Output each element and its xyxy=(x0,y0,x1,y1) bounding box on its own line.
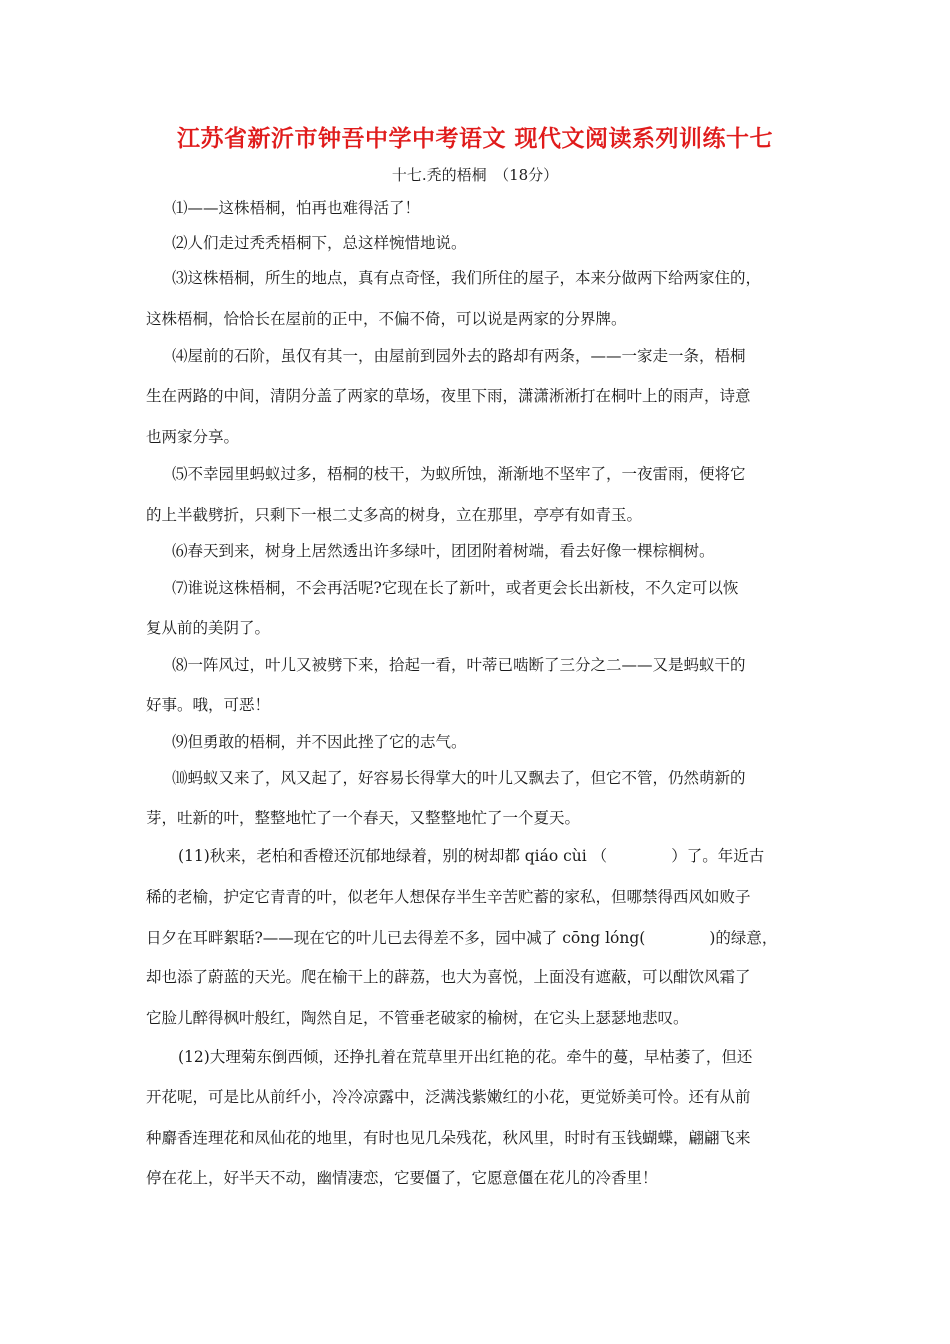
paragraph-11-line-1 xyxy=(178,846,764,866)
paragraph-11-text-after-blank: ）了。年近古 xyxy=(671,847,765,865)
section-subtitle: 十七.秃的梧桐 （18分） xyxy=(391,166,559,184)
paragraph-12-line-1: (12)大理菊东倒西倾，还挣扎着在荒草里开出红艳的花。牵牛的蔓，早枯萎了，但还 xyxy=(178,1048,753,1066)
paragraph-10-line-2: 芽，吐新的叶，整整地忙了一个春天，又整整地忙了一个夏天。 xyxy=(146,809,581,827)
paragraph-9-line-1: ⑼但勇敢的梧桐，并不因此挫了它的志气。 xyxy=(172,733,467,751)
paragraph-5-line-1: ⑸不幸园里蚂蚁过多，梧桐的枝干，为蚁所蚀，渐渐地不坚牢了，一夜雷雨，便将它 xyxy=(172,465,746,483)
paragraph-11-line-2: 稀的老榆，护定它青青的叶，似老年人想保存半生辛苦贮蓄的家私，但哪禁得西风如败子 xyxy=(146,888,751,906)
paragraph-11-text-before-blank: (11)秋来，老柏和香橙还沉郁地绿着，别的树却都 qiáo cùi （ xyxy=(178,847,608,865)
paragraph-8-line-1: ⑻一阵风过，叶儿又被劈下来，拾起一看，叶蒂已啮断了三分之二——又是蚂蚁干的 xyxy=(172,656,746,674)
paragraph-12-line-4: 停在花上，好半天不动，幽情凄恋，它要僵了，它愿意僵在花儿的冷香里！ xyxy=(146,1169,658,1187)
paragraph-5-line-2: 的上半截劈折，只剩下一根二丈多高的树身，立在那里，亭亭有如青玉。 xyxy=(146,506,643,524)
paragraph-11-line-3-before-blank: 日夕在耳畔絮聒?——现在它的叶儿已去得差不多，园中减了 cōng lóng( xyxy=(146,929,646,947)
paragraph-7-line-2: 复从前的美阴了。 xyxy=(146,619,271,637)
paragraph-8-line-2: 好事。哦，可恶！ xyxy=(146,696,271,714)
paragraph-12-line-3: 种麝香连理花和凤仙花的地里，有时也见几朵残花，秋风里，时时有玉钱蝴蝶，翩翩飞来 xyxy=(146,1129,751,1147)
paragraph-4-line-1: ⑷屋前的石阶，虽仅有其一，由屋前到园外去的路却有两条，——一家走一条，梧桐 xyxy=(172,347,746,365)
paragraph-11-line-3 xyxy=(146,928,777,948)
paragraph-10-line-1: ⑽蚂蚁又来了，风又起了，好容易长得掌大的叶儿又飘去了，但它不管，仍然萌新的 xyxy=(172,769,746,787)
paragraph-3-line-2: 这株梧桐，恰恰长在屋前的正中，不偏不倚，可以说是两家的分界牌。 xyxy=(146,310,627,328)
paragraph-1-line-1: ⑴——这株梧桐，怕再也难得活了！ xyxy=(172,199,421,217)
paragraph-11-line-5: 它脸儿醉得枫叶般红，陶然自足，不管垂老破家的榆树，在它头上瑟瑟地悲叹。 xyxy=(146,1009,689,1027)
paragraph-11-line-3-after-blank: )的绿意， xyxy=(709,929,778,947)
paragraph-12-line-2: 开花呢，可是比从前纤小，冷冷凉露中，泛满浅紫嫩红的小花，更觉娇美可怜。还有从前 xyxy=(146,1088,751,1106)
paragraph-4-line-2: 生在两路的中间，清阴分盖了两家的草场，夜里下雨，潇潇淅淅打在桐叶上的雨声，诗意 xyxy=(146,387,751,405)
paragraph-6-line-1: ⑹春天到来，树身上居然透出许多绿叶，团团附着树端，看去好像一棵棕榈树。 xyxy=(172,542,715,560)
paragraph-3-line-1: ⑶这株梧桐，所生的地点，真有点奇怪，我们所住的屋子，本来分做两下给两家住的， xyxy=(172,269,762,287)
paragraph-4-line-3: 也两家分享。 xyxy=(146,428,240,446)
paragraph-11-line-4: 却也添了蔚蓝的天光。爬在榆干上的薜荔，也大为喜悦，上面没有遮蔽，可以酣饮风霜了 xyxy=(146,968,751,986)
paragraph-2-line-1: ⑵人们走过秃秃梧桐下，总这样惋惜地说。 xyxy=(172,234,467,252)
paragraph-7-line-1: ⑺谁说这株梧桐，不会再活呢?它现在长了新叶，或者更会长出新枝，不久定可以恢 xyxy=(172,579,739,597)
document-title: 江苏省新沂市钟吾中学中考语文 现代文阅读系列训练十七 xyxy=(176,125,773,152)
